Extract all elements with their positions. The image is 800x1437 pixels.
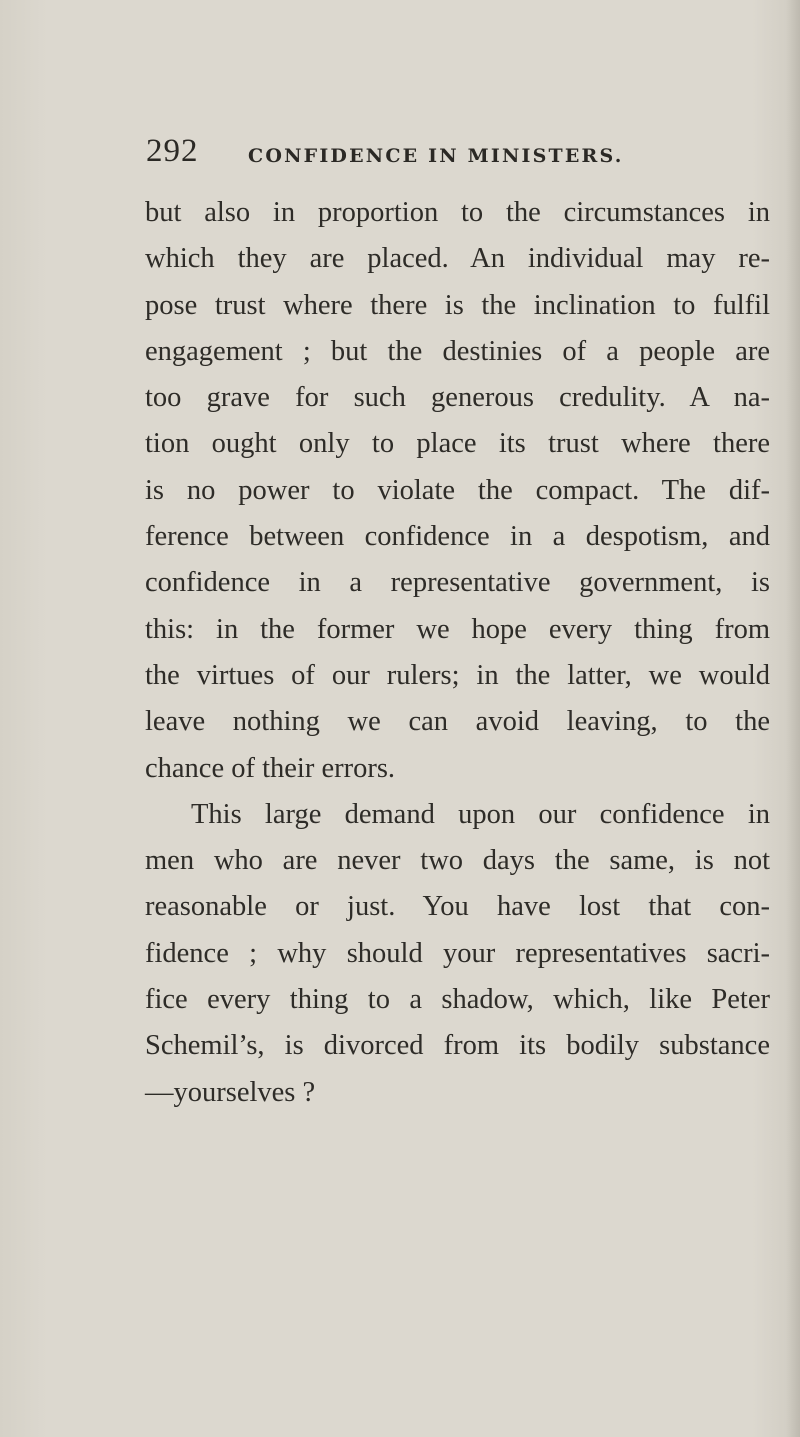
text-line: is no power to violate the compact. The dif- (145, 474, 770, 506)
text-line: the virtues of our rulers; in the latter, we would (145, 659, 770, 691)
text-line: fidence ; why should your representatives sacri- (145, 937, 770, 969)
text-line: leave nothing we can avoid leaving, to the (145, 706, 770, 738)
text-line: men who are never two days the same, is not (145, 845, 770, 877)
paragraph-end-line: chance of their errors. (145, 752, 396, 784)
text-line: pose trust where there is the inclination to fulfil (145, 289, 770, 321)
text-line: tion ought only to place its trust where there (145, 428, 770, 460)
text-line: which they are placed. An individual may re- (145, 243, 770, 275)
text-line: reasonable or just. You have lost that con- (145, 891, 770, 923)
paragraph-end-line: —yourselves ? (145, 1076, 316, 1108)
text-line: fice every thing to a shadow, which, like Peter (145, 984, 770, 1016)
page-number: 292 (146, 133, 199, 169)
text-line: but also in proportion to the circumstances in (145, 197, 770, 228)
text-line: ference between confidence in a despotism, and (145, 521, 770, 553)
text-line: this: in the former we hope every thing from (145, 613, 770, 645)
text-line: too grave for such generous credulity. A na- (145, 382, 770, 414)
running-title: CONFIDENCE IN MINISTERS. (248, 145, 624, 167)
text-line: engagement ; but the destinies of a people are (145, 335, 770, 367)
page-edge-shadow (786, 0, 800, 1437)
text-line: confidence in a representative government, is (145, 567, 770, 599)
text-line: Schemil’s, is divorced from its bodily substance (145, 1030, 770, 1062)
paragraph-start-line: This large demand upon our confidence in (191, 798, 770, 830)
page-header (146, 133, 776, 173)
body-text (145, 190, 770, 1116)
